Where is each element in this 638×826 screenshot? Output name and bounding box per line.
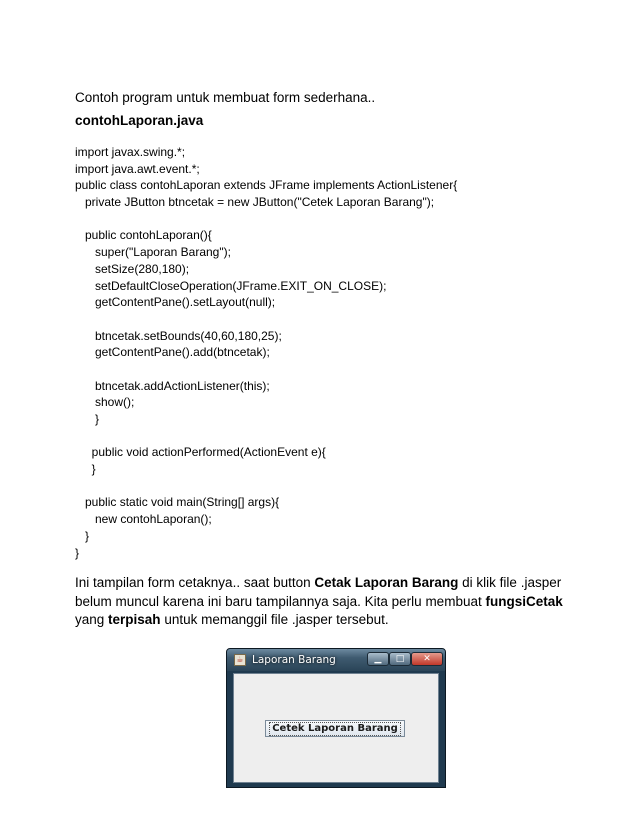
code-line: public contohLaporan(){ bbox=[75, 228, 212, 243]
description-bold-button-name: Cetak Laporan Barang bbox=[314, 575, 459, 590]
description-paragraph bbox=[75, 574, 575, 630]
description-text: yang bbox=[75, 612, 109, 627]
code-line: } bbox=[75, 528, 90, 543]
description-bold-function-name: fungsiCetak bbox=[485, 593, 563, 609]
window-titlebar bbox=[227, 649, 445, 671]
code-line: getContentPane().add(btncetak); bbox=[75, 345, 270, 360]
code-line bbox=[75, 311, 575, 328]
maximize-button[interactable]: □ bbox=[389, 652, 411, 666]
code-line: btncetak.setBounds(40,60,180,25); bbox=[75, 328, 282, 343]
code-line: } bbox=[75, 545, 80, 560]
intro-text: Contoh program untuk membuat form sederhana.. bbox=[75, 90, 376, 105]
code-line: import java.awt.event.*; bbox=[75, 161, 200, 176]
description-text: di klik file .jasper belum muncul karena ini baru tampilannya saja. Kita perlu membuat bbox=[75, 575, 562, 609]
file-title: contohLaporan.java bbox=[75, 113, 204, 128]
java-window-screenshot bbox=[226, 648, 446, 788]
code-line: public static void main(String[] args){ bbox=[75, 495, 280, 510]
window-title: Laporan Barang bbox=[252, 654, 336, 666]
code-line: show(); bbox=[75, 395, 135, 410]
code-line bbox=[75, 428, 575, 445]
code-line: setDefaultCloseOperation(JFrame.EXIT_ON_CLOSE); bbox=[75, 278, 387, 293]
code-line: super("Laporan Barang"); bbox=[75, 245, 231, 260]
cetak-laporan-button-label: Cetek Laporan Barang bbox=[269, 722, 401, 736]
description-text: untuk memanggil file .jasper tersebut. bbox=[160, 612, 389, 627]
code-line bbox=[75, 211, 575, 228]
code-line: } bbox=[75, 412, 100, 426]
code-line: btncetak.addActionListener(this); bbox=[75, 378, 270, 393]
window-content-pane bbox=[233, 673, 439, 783]
code-line bbox=[75, 478, 575, 495]
code-line: setSize(280,180); bbox=[75, 261, 190, 276]
code-line: import javax.swing.*; bbox=[75, 145, 186, 159]
minimize-button[interactable]: ▁ bbox=[367, 652, 389, 666]
java-cup-icon: ☕ bbox=[234, 654, 246, 666]
code-line: } bbox=[75, 462, 96, 477]
code-block bbox=[75, 144, 575, 561]
close-button[interactable]: ✕ bbox=[411, 652, 443, 666]
code-line: getContentPane().setLayout(null); bbox=[75, 295, 276, 310]
code-line: public void actionPerformed(ActionEvent e){ bbox=[75, 445, 326, 460]
code-line bbox=[75, 361, 575, 378]
code-line: public class contohLaporan extends JFrame implements ActionListener{ bbox=[75, 178, 458, 193]
description-text: Ini tampilan form cetaknya.. saat button bbox=[75, 575, 315, 590]
description-bold-separate: terpisah bbox=[108, 612, 161, 627]
code-line: new contohLaporan(); bbox=[75, 512, 212, 527]
cetak-laporan-button[interactable] bbox=[265, 720, 405, 737]
code-line: private JButton btncetak = new JButton("Cetek Laporan Barang"); bbox=[75, 195, 435, 210]
